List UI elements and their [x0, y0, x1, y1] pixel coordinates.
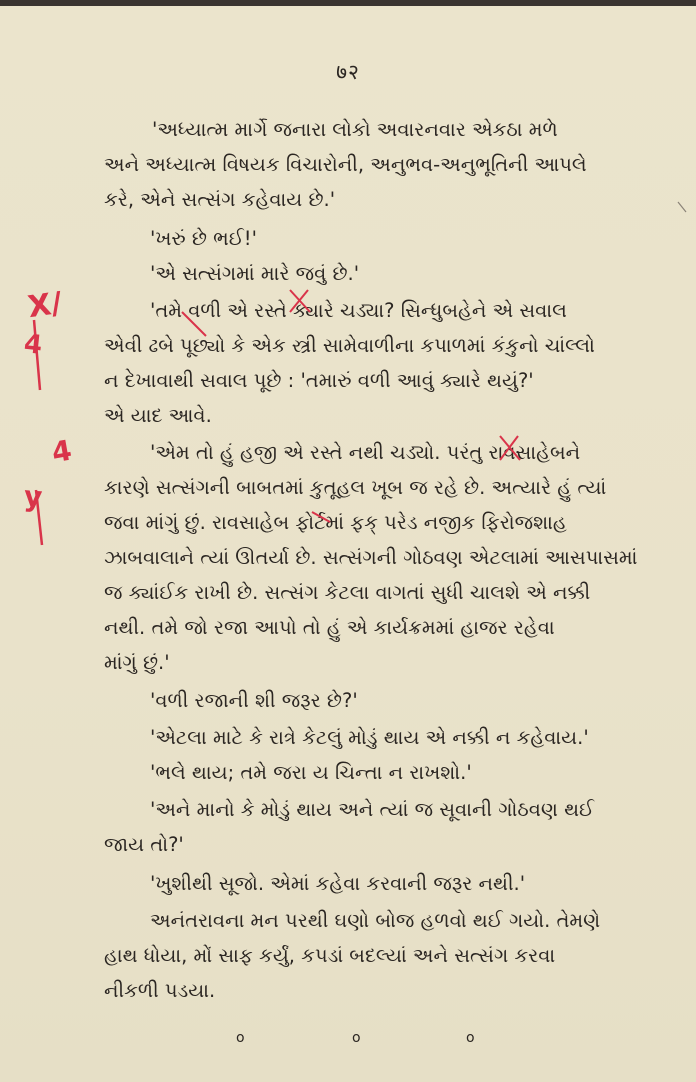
ornament-circle: o — [352, 1030, 361, 1046]
text-line: કરે, એને સત્સંગ કહેવાય છે.' — [104, 188, 336, 211]
margin-annotation: 4 — [22, 329, 44, 361]
text-line: એ યાદ આવે. — [104, 404, 212, 427]
text-line: એવી ઢબે પૂછ્યો કે એક સ્ત્રી સામેવાળીના કપાળમાં કંકુનો ચાંલ્લો — [104, 334, 595, 357]
page-number: ७२ — [336, 60, 360, 84]
text-line: 'ખરું છે ભઈ!' — [150, 227, 257, 250]
margin-annotation: y — [22, 479, 44, 514]
text-line: 'અધ્યાત્મ માર્ગે જનારા લોકો અવારનવાર એકઠા મળે — [152, 118, 558, 141]
text-line: 'અને માનો કે મોડું થાય અને ત્યાં જ સૂવાની ગોઠવણ થઈ — [150, 798, 595, 821]
text-line: જાય તો?' — [104, 833, 184, 856]
text-line: 'ખુશીથી સૂજો. એમાં કહેવા કરવાની જરૂર નથી.' — [150, 872, 526, 895]
ornament-circle: o — [466, 1030, 475, 1046]
text-line: 'એ સત્સંગમાં મારે જવું છે.' — [150, 262, 360, 285]
text-line: કારણે સત્સંગની બાબતમાં કુતૂહલ ખૂબ જ રહે છે. અત્યારે હું ત્યાં — [104, 476, 607, 499]
ornament-circle: o — [236, 1030, 245, 1046]
text-line: ઝાબવાલાને ત્યાં ઊતર્યા છે. સત્સંગની ગોઠવણ એટલામાં આસપાસમાં — [104, 546, 638, 569]
text-line: 'એમ તો હું હજી એ રસ્તે નથી ચડ્યો. પરંતુ રાવસાહેબને — [150, 441, 581, 464]
text-line: 'વળી રજાની શી જરૂર છે?' — [150, 689, 358, 712]
text-line: જ ક્યાંઈક રાખી છે. સત્સંગ કેટલા વાગતાં સુધી ચાલશે એ નક્કી — [104, 581, 591, 604]
text-line: નીકળી પડયા. — [104, 979, 216, 1002]
text-line: 'ભલે થાય; તમે જરા ય ચિન્તા ન રાખશો.' — [150, 761, 472, 784]
margin-annotation: X/ — [25, 285, 65, 326]
margin-annotation: 4 — [49, 433, 75, 470]
text-line: અનંતરાવના મન પરથી ઘણો બોજ હળવો થઈ ગયો. તેમણે — [150, 909, 601, 932]
text-line: નથી. તમે જો રજા આપો તો હું એ કાર્યક્રમમાં હાજર રહેવા — [104, 616, 555, 639]
text-line: હાથ ધોયા, મોં સાફ કર્યું, કપડાં બદલ્યાં અને સત્સંગ કરવા — [104, 944, 556, 967]
text-line: 'એટલા માટે કે રાત્રે કેટલું મોડું થાય એ નક્કી ન કહેવાય.' — [150, 726, 589, 749]
text-line: 'તમે વળી એ રસ્તે ક્યારે ચડ્યા? સિન્ધુબહેને એ સવાલ — [150, 299, 567, 322]
text-line: માંગું છું.' — [104, 651, 170, 674]
edge-mark — [678, 202, 686, 212]
text-line: જવા માંગું છું. રાવસાહેબ ફોર્ટમાં ફક્ પરેડ નજીક ફિરોજશાહ — [104, 511, 567, 534]
page-top-edge — [0, 0, 696, 6]
text-line: અને અધ્યાત્મ વિષયક વિચારોની, અનુભવ-અનુભૂતિની આપલે — [104, 153, 587, 176]
text-line: ન દેખાવાથી સવાલ પૂછે : 'તમારું વળી આવું ક્યારે થયું?' — [104, 369, 534, 392]
